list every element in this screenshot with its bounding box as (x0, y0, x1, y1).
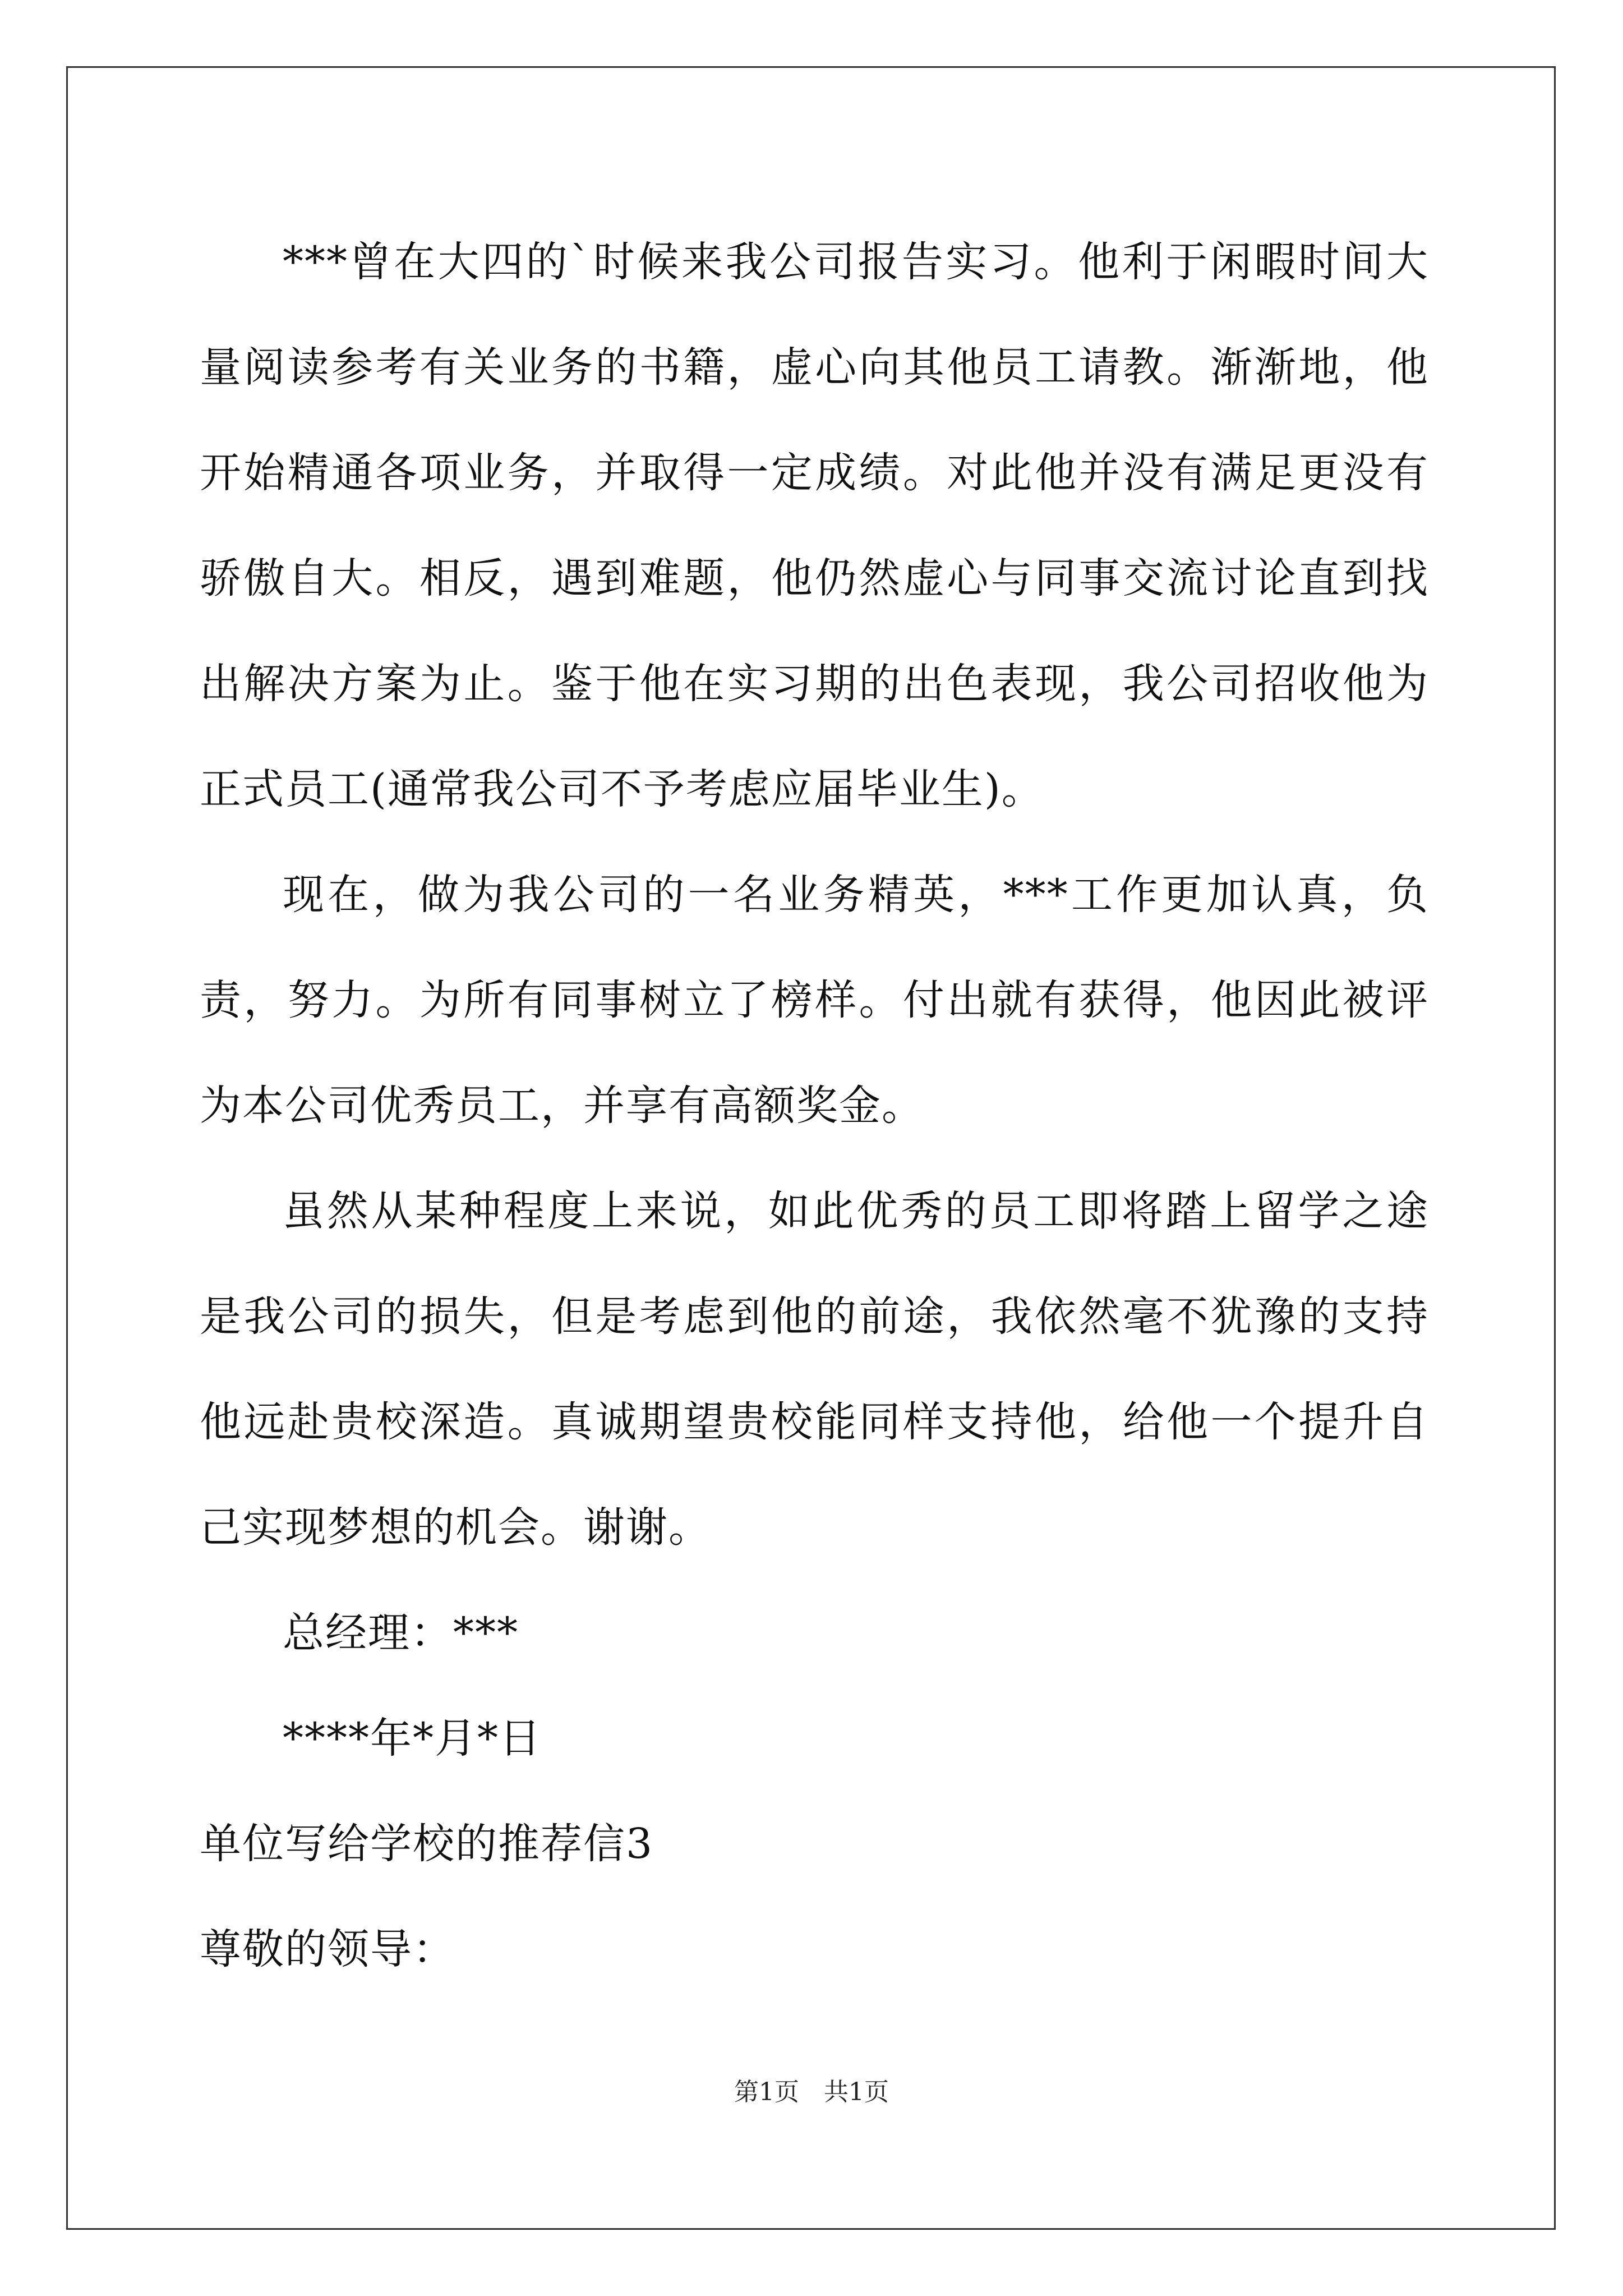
salutation: 尊敬的领导： (200, 1925, 455, 1973)
signature-line: 总经理：*** (283, 1609, 519, 1657)
paragraph-current-role: 现在，做为我公司的一名业务精英，***工作更加认真，负责，努力。为所有同事树立了榜样。付出就有获得，他因此被评为本公司优秀员工，并享有高额奖金。 (200, 871, 1429, 1130)
date-line: ****年*月*日 (283, 1714, 542, 1763)
document-body (200, 209, 1429, 2002)
paragraph-support: 虽然从某种程度上来说，如此优秀的员工即将踏上留学之途是我公司的损失，但是考虑到他的前途，我依然毫不犹豫的支持他远赴贵校深造。真诚期望贵校能同样支持他，给他一个提升自己实现梦想的机会。谢谢。 (200, 1187, 1429, 1552)
section-title: 单位写给学校的推荐信3 (200, 1820, 654, 1868)
page-footer: 第1页 共1页 (734, 2078, 889, 2106)
paragraph-internship: ***曾在大四的`时候来我公司报告实习。他利于闲暇时间大量阅读参考有关业务的书籍，虚心向其他员工请教。渐渐地，他开始精通各项业务，并取得一定成绩。对此他并没有满足更没有骄傲自大。相反，遇到难题，他仍然虚心与同事交流讨论直到找出解决方案为止。鉴于他在实习期的出色表现，我公司招收他为正式员工(通常我公司不予考虑应届毕业生)。 (200, 238, 1429, 813)
